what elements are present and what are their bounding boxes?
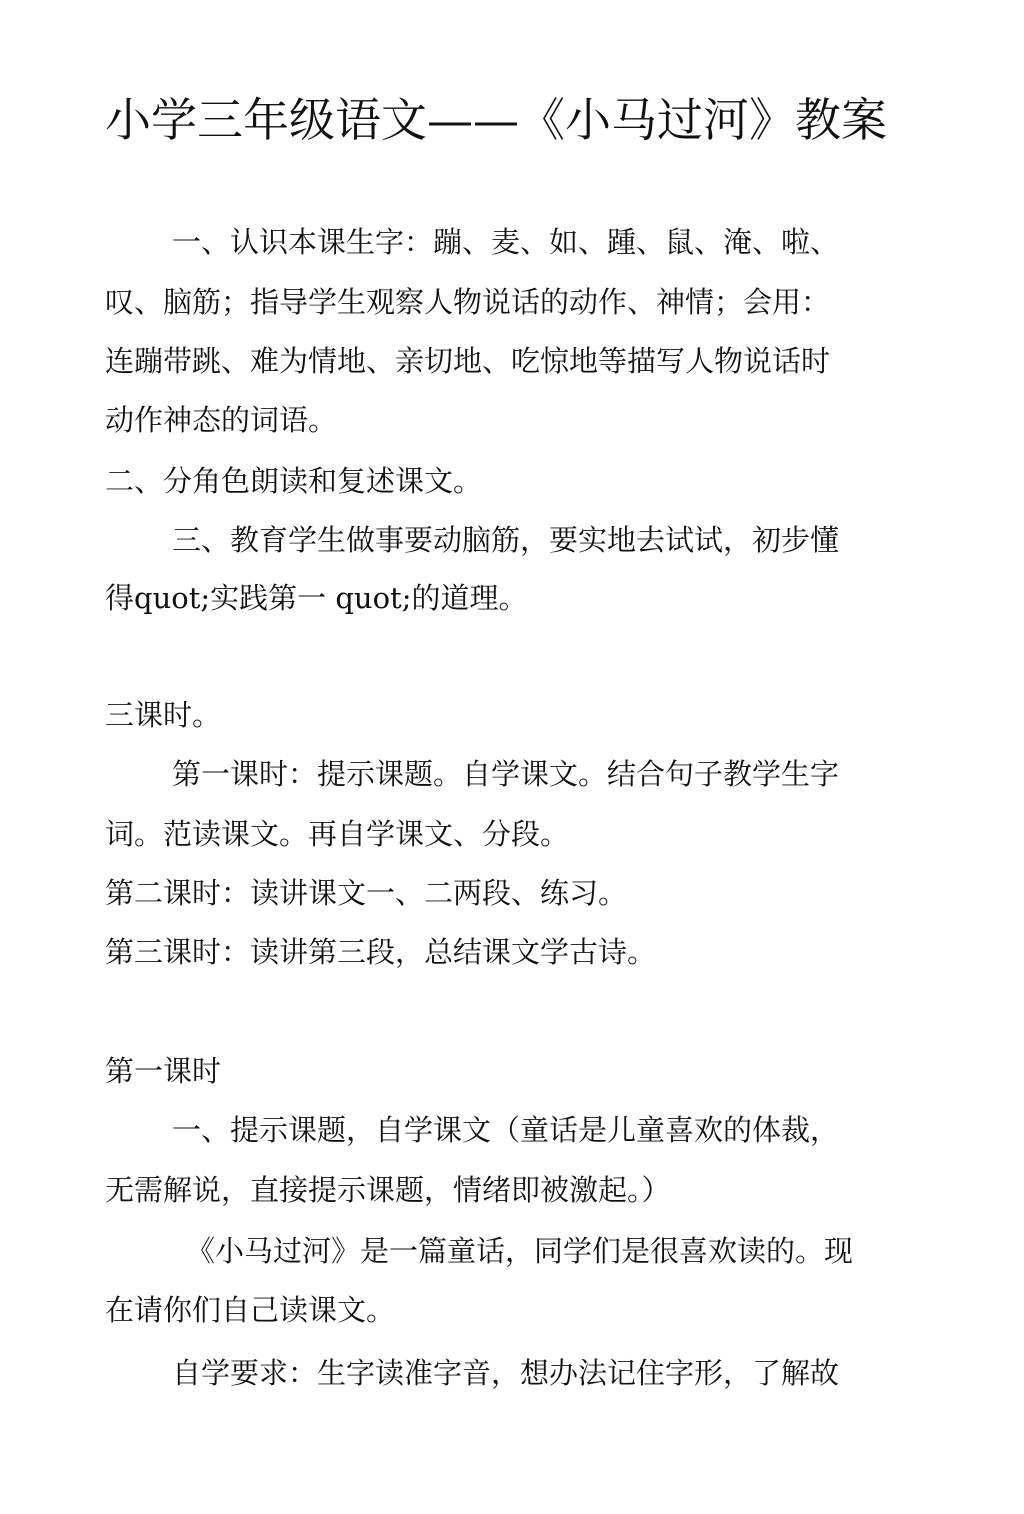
paragraph-line: 动作神态的词语。 — [105, 403, 338, 437]
paragraph-line: 三课时。 — [105, 698, 222, 732]
paragraph-line: 在请你们自己读课文。 — [105, 1293, 396, 1327]
paragraph-line: 一、认识本课生字：蹦、麦、如、踵、鼠、淹、啦、 — [172, 225, 840, 259]
paragraph-line: 《小马过河》是一篇童话，同学们是很喜欢读的。现 — [186, 1234, 854, 1268]
paragraph-line: 第二课时：读讲课文一、二两段、练习。 — [105, 876, 628, 910]
paragraph-line: 三、教育学生做事要动脑筋，要实地去试试，初步懂 — [172, 523, 840, 557]
paragraph-line: 无需解说，直接提示课题，情绪即被激起。） — [105, 1173, 671, 1207]
paragraph-line: 自学要求：生字读准字音，想办法记住字形，了解故 — [172, 1356, 840, 1390]
section-heading: 第一课时 — [105, 1054, 222, 1088]
paragraph-line: 一、提示课题，自学课文（童话是儿童喜欢的体裁， — [172, 1113, 840, 1147]
paragraph-line: 第三课时：读讲第三段，总结课文学古诗。 — [105, 935, 657, 969]
document-title: 小学三年级语文——《小马过河》教案 — [105, 93, 887, 147]
paragraph-line: 连蹦带跳、难为情地、亲切地、吃惊地等描写人物说话时 — [105, 344, 831, 378]
paragraph-line: 二、分角色朗读和复述课文。 — [105, 464, 483, 498]
paragraph-line: 叹、脑筋；指导学生观察人物说话的动作、神情；会用： — [105, 285, 831, 319]
paragraph-line: 词。范读课文。再自学课文、分段。 — [105, 817, 570, 851]
paragraph-line: 得quot;实践第一 quot;的道理。 — [105, 581, 528, 615]
paragraph-line: 第一课时：提示课题。自学课文。结合句子教学生字 — [172, 757, 840, 791]
